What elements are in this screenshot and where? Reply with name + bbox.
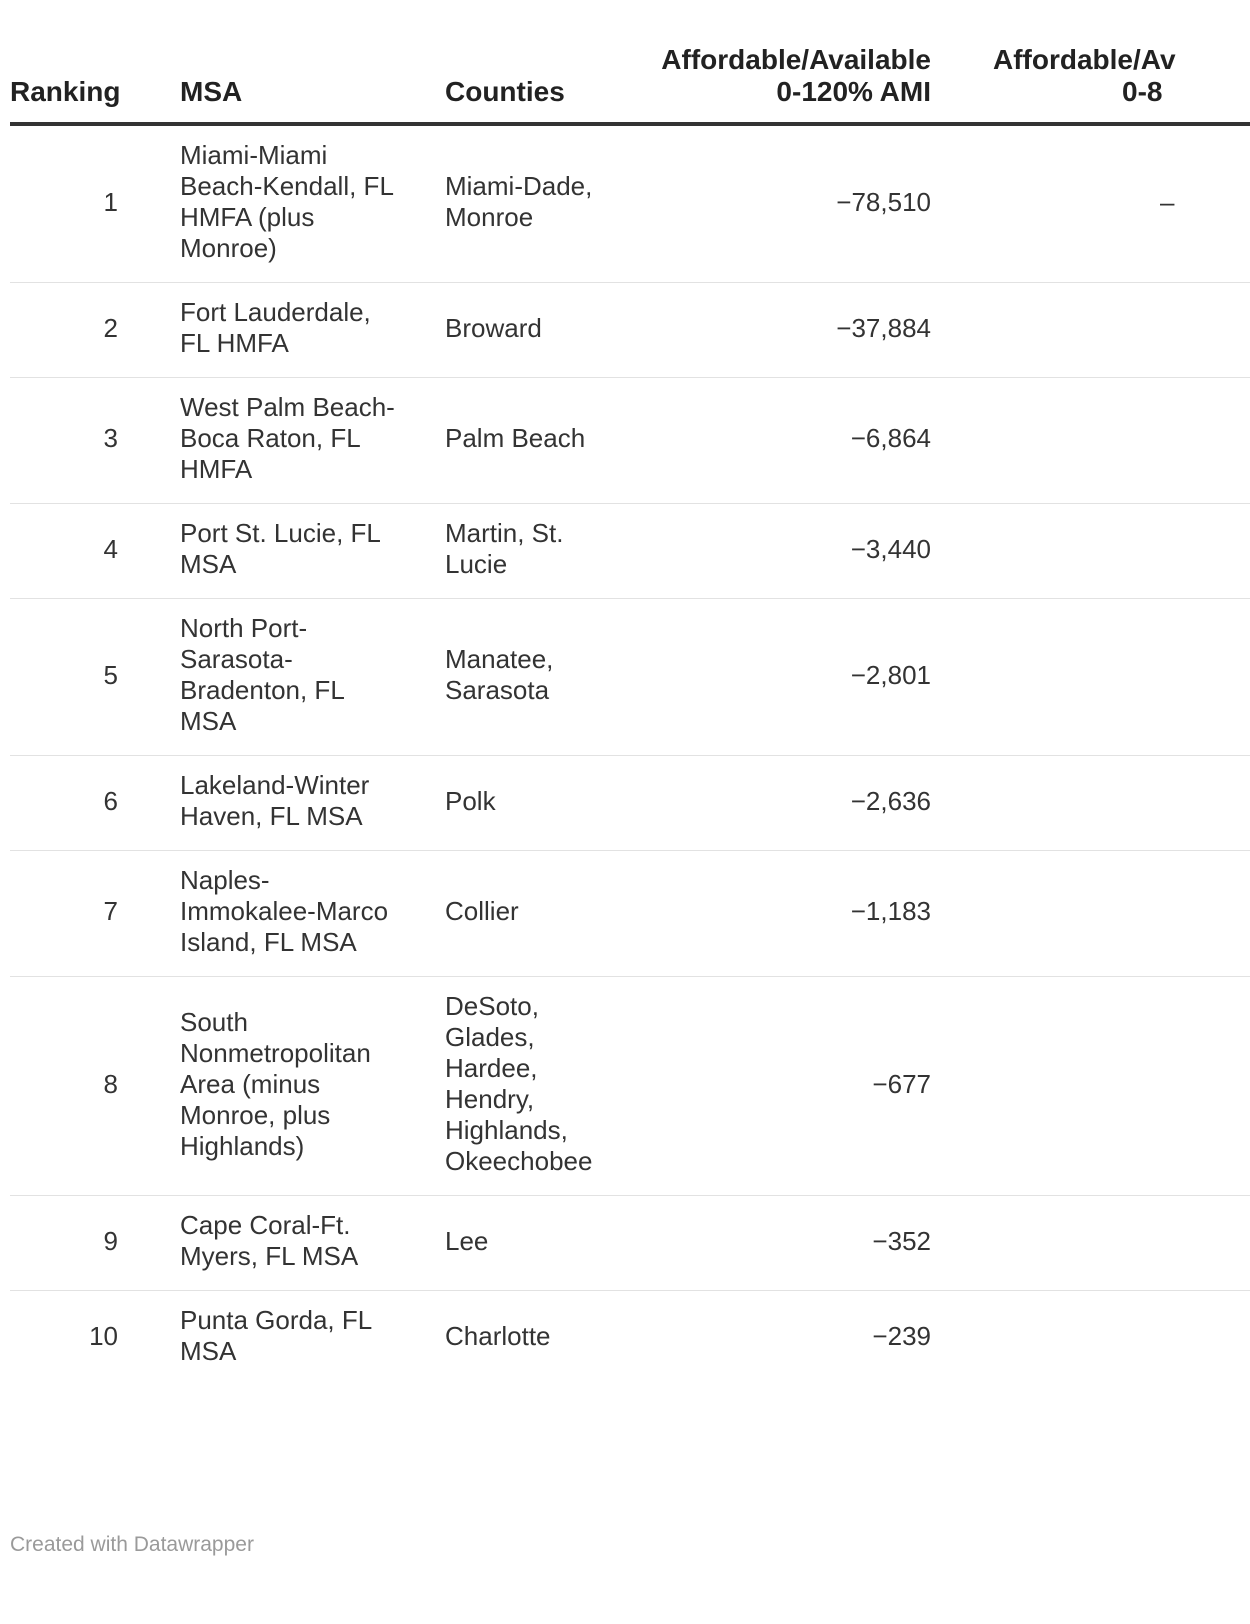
cell-affordable-0-120: −352 bbox=[595, 1196, 931, 1291]
cell-affordable-0-120: −78,510 bbox=[595, 124, 931, 283]
cell-counties: DeSoto, Glades, Hardee, Hendry, Highlands, Okeechobee bbox=[445, 977, 595, 1196]
cell-ranking: 6 bbox=[10, 756, 118, 851]
table-header-row bbox=[10, 38, 1250, 124]
cell-counties: Collier bbox=[445, 851, 595, 977]
cell-spacer bbox=[118, 851, 180, 977]
table-row bbox=[10, 851, 1250, 977]
cell-spacer bbox=[400, 283, 445, 378]
data-table bbox=[10, 38, 1250, 1385]
cell-msa: Fort Lauderdale, FL HMFA bbox=[180, 283, 400, 378]
cell-spacer bbox=[118, 504, 180, 599]
table-row bbox=[10, 1291, 1250, 1386]
cell-spacer bbox=[118, 1291, 180, 1386]
cell-msa: Port St. Lucie, FL MSA bbox=[180, 504, 400, 599]
cell-spacer bbox=[118, 1196, 180, 1291]
cell-ranking: 5 bbox=[10, 599, 118, 756]
header-affordable-0-120-line1: Affordable/Available bbox=[661, 44, 931, 75]
cell-spacer bbox=[118, 977, 180, 1196]
cell-spacer bbox=[118, 283, 180, 378]
cell-spacer bbox=[400, 378, 445, 504]
cell-spacer bbox=[400, 1291, 445, 1386]
cell-counties: Lee bbox=[445, 1196, 595, 1291]
table-row bbox=[10, 124, 1250, 283]
cell-affordable-0-80 bbox=[931, 378, 1250, 504]
table-container bbox=[10, 0, 1176, 1515]
cell-affordable-0-80 bbox=[931, 851, 1250, 977]
table-row bbox=[10, 378, 1250, 504]
cell-ranking: 10 bbox=[89, 1320, 118, 1351]
cell-spacer bbox=[400, 124, 445, 283]
header-msa[interactable]: MSA bbox=[180, 38, 400, 124]
cell-ranking: 8 bbox=[10, 977, 118, 1196]
cell-msa: Cape Coral-Ft. Myers, FL MSA bbox=[180, 1196, 400, 1291]
cell-ranking: 4 bbox=[10, 504, 118, 599]
table-row bbox=[10, 756, 1250, 851]
header-affordable-0-80-line2: 0-8 bbox=[1122, 76, 1163, 107]
table-row bbox=[10, 283, 1250, 378]
cell-msa: Miami-Miami Beach-Kendall, FL HMFA (plus Monroe) bbox=[180, 124, 400, 283]
cell-affordable-0-120: −1,183 bbox=[595, 851, 931, 977]
cell-msa: South Nonmetropolitan Area (minus Monroe, plus Highlands) bbox=[180, 977, 400, 1196]
cell-spacer bbox=[118, 756, 180, 851]
cell-affordable-0-120: −2,636 bbox=[595, 756, 931, 851]
cell-affordable-0-120: −239 bbox=[872, 1320, 931, 1351]
cell-msa: North Port-Sarasota-Bradenton, FL MSA bbox=[180, 599, 400, 756]
header-affordable-0-80-line1: Affordable/Av bbox=[993, 44, 1176, 75]
cell-counties: Broward bbox=[445, 283, 595, 378]
cell-affordable-0-80 bbox=[931, 1291, 1250, 1386]
footer-credit[interactable]: Created with Datawrapper bbox=[10, 1533, 254, 1556]
header-spacer bbox=[118, 38, 180, 124]
cell-spacer bbox=[118, 599, 180, 756]
table-row bbox=[10, 504, 1250, 599]
cell-spacer bbox=[118, 124, 180, 283]
cell-msa: West Palm Beach-Boca Raton, FL HMFA bbox=[180, 378, 400, 504]
header-counties[interactable]: Counties bbox=[445, 38, 595, 124]
cell-msa: Naples-Immokalee-Marco Island, FL MSA bbox=[180, 851, 400, 977]
cell-counties: Miami-Dade, Monroe bbox=[445, 124, 595, 283]
cell-affordable-0-80 bbox=[931, 504, 1250, 599]
cell-spacer bbox=[400, 851, 445, 977]
cell-msa: Lakeland-Winter Haven, FL MSA bbox=[180, 756, 400, 851]
table-row bbox=[10, 1196, 1250, 1291]
cell-spacer bbox=[400, 977, 445, 1196]
cell-affordable-0-120: −3,440 bbox=[595, 504, 931, 599]
header-affordable-0-80[interactable] bbox=[931, 38, 1250, 124]
cell-spacer bbox=[400, 1196, 445, 1291]
header-affordable-0-120-line2: 0-120% AMI bbox=[776, 76, 931, 107]
cell-ranking: 9 bbox=[10, 1196, 118, 1291]
cell-affordable-0-80 bbox=[931, 599, 1250, 756]
cell-counties: Charlotte bbox=[445, 1320, 551, 1351]
cell-affordable-0-80 bbox=[931, 756, 1250, 851]
cell-affordable-0-120: −37,884 bbox=[595, 283, 931, 378]
cell-affordable-0-80 bbox=[931, 1196, 1250, 1291]
cell-spacer bbox=[400, 504, 445, 599]
cell-counties: Martin, St. Lucie bbox=[445, 504, 595, 599]
cell-counties: Manatee, Sarasota bbox=[445, 599, 595, 756]
cell-affordable-0-80 bbox=[931, 977, 1250, 1196]
cell-affordable-0-80 bbox=[931, 283, 1250, 378]
cell-affordable-0-120: −6,864 bbox=[595, 378, 931, 504]
cell-spacer bbox=[118, 378, 180, 504]
cell-ranking: 1 bbox=[10, 124, 118, 283]
table-row bbox=[10, 977, 1250, 1196]
header-affordable-0-120[interactable] bbox=[595, 38, 931, 124]
cell-affordable-0-120: −677 bbox=[595, 977, 931, 1196]
cell-counties: Polk bbox=[445, 756, 595, 851]
cell-ranking: 3 bbox=[10, 378, 118, 504]
cell-spacer bbox=[400, 599, 445, 756]
cell-counties: Palm Beach bbox=[445, 378, 595, 504]
header-ranking[interactable]: Ranking bbox=[10, 38, 118, 124]
cell-spacer bbox=[400, 756, 445, 851]
table-row bbox=[10, 599, 1250, 756]
cell-ranking: 7 bbox=[10, 851, 118, 977]
cell-ranking: 2 bbox=[10, 283, 118, 378]
header-spacer bbox=[400, 38, 445, 124]
cell-affordable-0-80: – bbox=[931, 124, 1250, 283]
cell-affordable-0-120: −2,801 bbox=[595, 599, 931, 756]
cell-msa: Punta Gorda, FL MSA bbox=[180, 1305, 372, 1366]
